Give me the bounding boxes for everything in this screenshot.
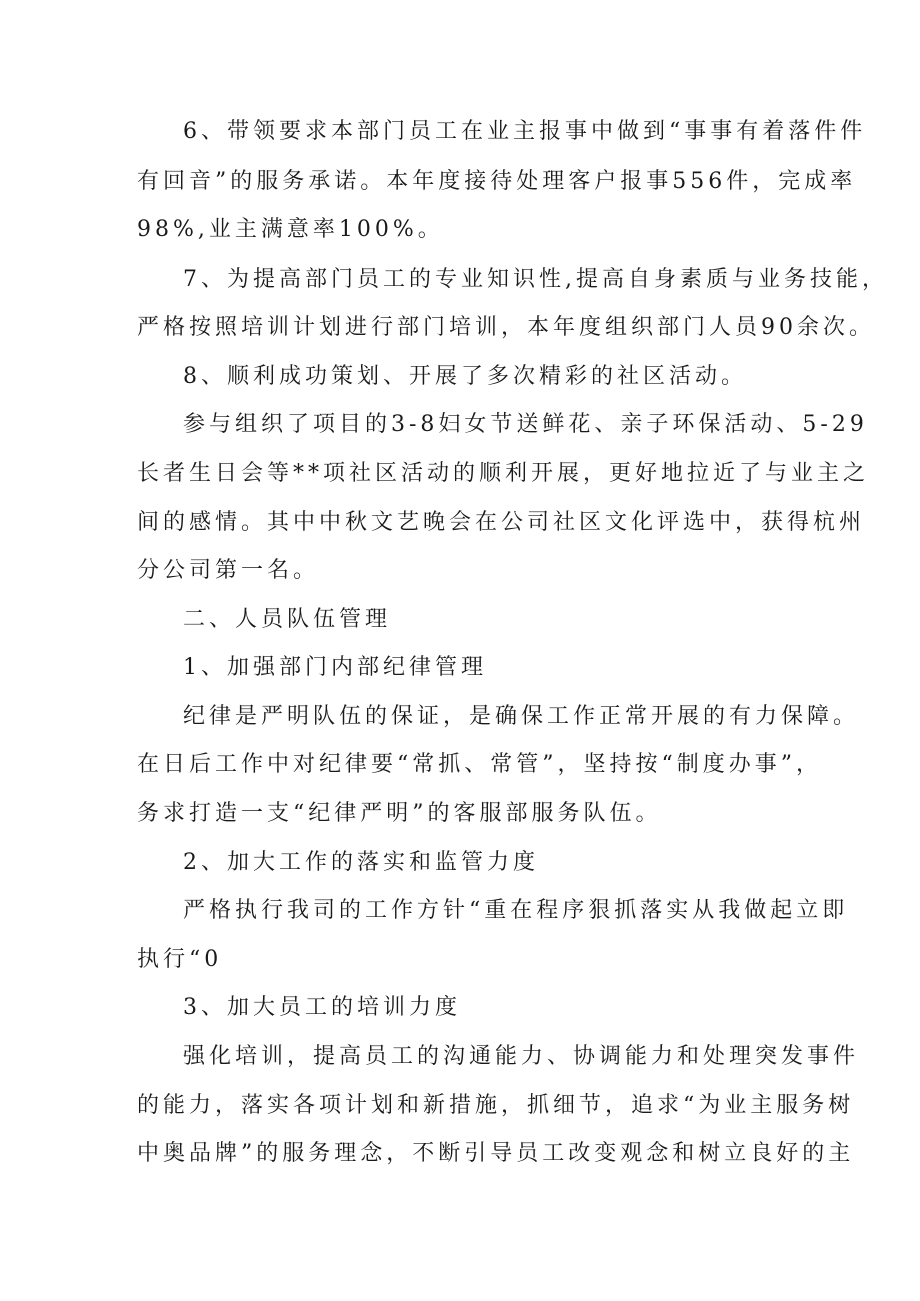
text-line: 参与组织了项目的3-8妇女节送鲜花、亲子环保活动、5-29 [183,412,868,437]
text-line: 务求打造一支“纪律严明”的客服部服务队伍。 [137,801,662,826]
text-line: 强化培训，提高员工的沟通能力、协调能力和处理突发事件 [183,1044,860,1069]
text-line: 7、为提高部门员工的专业知识性,提高自身素质与业务技能， [183,267,888,292]
text-line: 间的感情。其中中秋文艺晚会在公司社区文化评选中，获得杭州 [137,510,866,535]
subsection-heading: 2、加大工作的落实和监管力度 [183,850,539,875]
text-line: 8、顺利成功策划、开展了多次精彩的社区活动。 [183,364,747,389]
text-line: 6、带领要求本部门员工在业主报事中做到“事事有着落件件 [183,119,867,144]
text-line: 严格执行我司的工作方针“重在程序狠抓落实从我做起立即 [183,898,849,923]
text-line: 有回音”的服务承诺。本年度接待处理客户报事556件，完成率 [137,169,857,194]
text-line: 严格按照培训计划进行部门培训，本年度组织部门人员90余次。 [137,315,875,340]
text-line: 纪律是严明队伍的保证，是确保工作正常开展的有力保障。 [183,704,860,729]
text-line: 98%,业主满意率100%。 [137,217,444,242]
subsection-heading: 3、加大员工的培训力度 [183,995,461,1020]
subsection-heading: 1、加强部门内部纪律管理 [183,655,487,680]
section-heading: 二、人员队伍管理 [183,607,392,632]
text-line: 长者生日会等**项社区活动的顺利开展，更好地拉近了与业主之 [137,461,870,486]
text-line: 中奥品牌”的服务理念，不断引导员工改变观念和树立良好的主 [137,1141,855,1166]
text-line: 在日后工作中对纪律要“常抓、常管”，坚持按“制度办事”， [137,752,822,777]
text-line: 执行“0 [137,947,223,972]
text-line: 的能力，落实各项计划和新措施，抓细节，追求“为业主服务树 [137,1093,855,1118]
text-line: 分公司第一名。 [137,558,320,583]
